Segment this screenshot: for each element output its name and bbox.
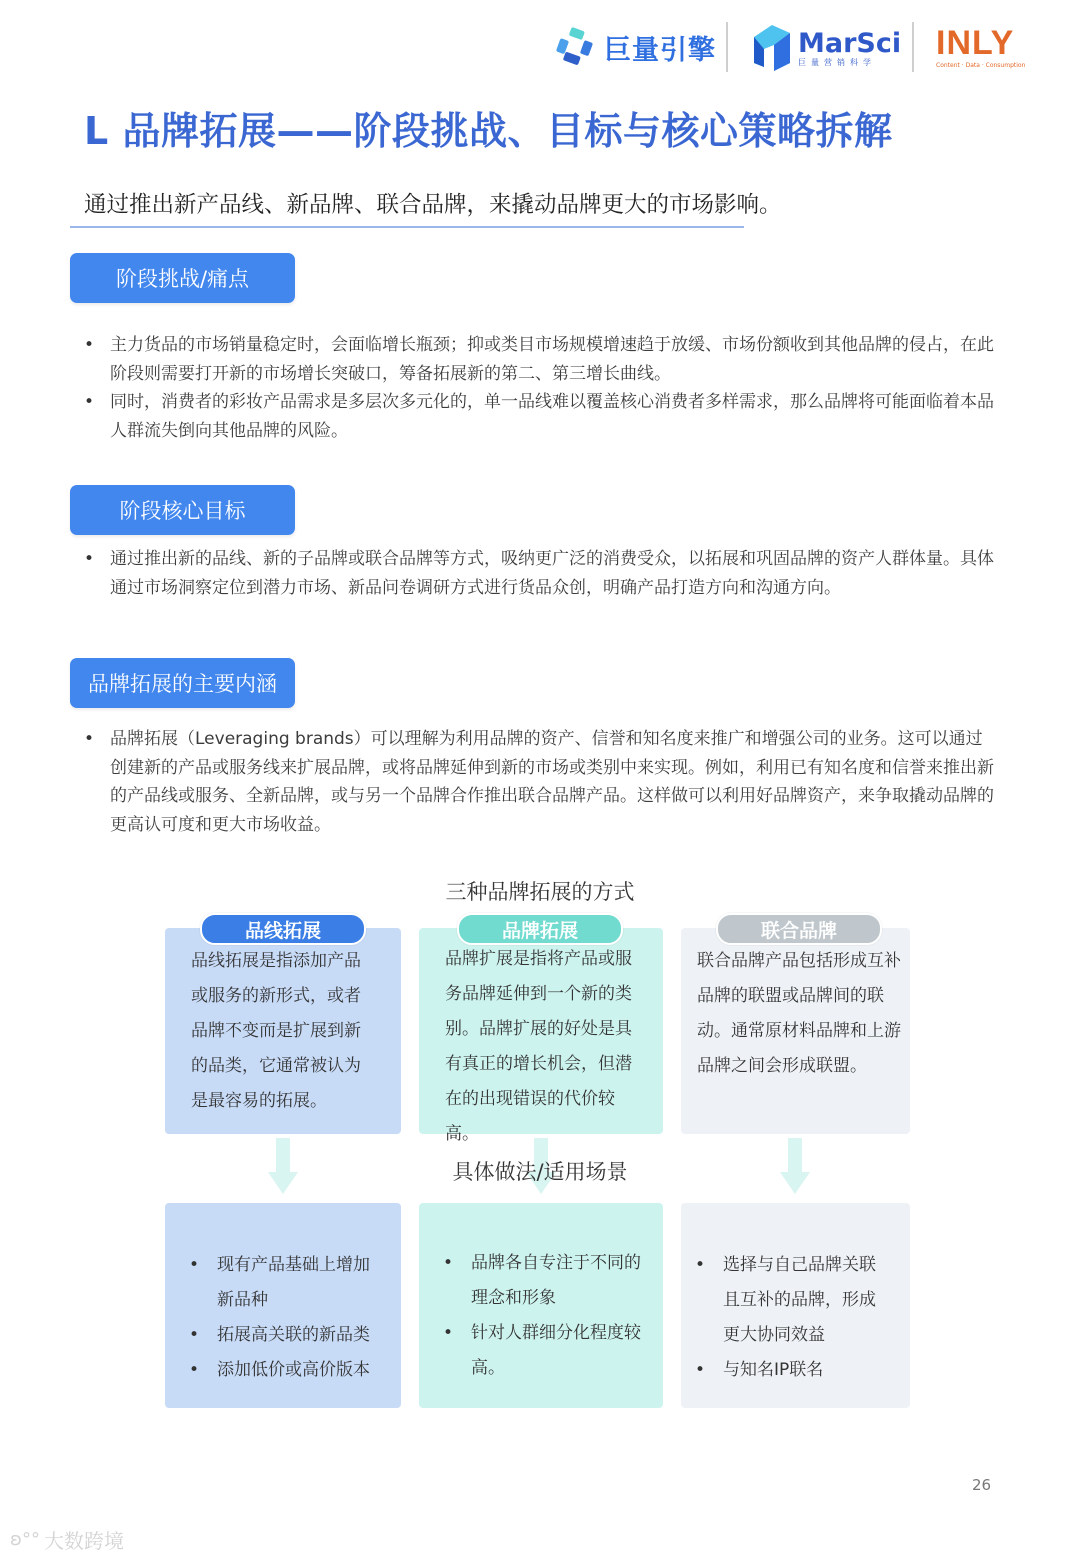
- marsci-wordmark: MarSci: [798, 27, 902, 59]
- list-item: • 拓展高关联的新品类: [189, 1318, 385, 1353]
- marsci-subtitle: 巨量营销科学: [798, 57, 876, 67]
- practices-co-branding: [681, 1203, 910, 1408]
- practices-brand-extension: [419, 1203, 663, 1408]
- tag-co-branding: 联合品牌: [716, 913, 882, 945]
- list-item: • 同时，消费者的彩妆产品需求是多层次多元化的，单一品线难以覆盖核心消费者多样需求，那么品牌将可能面临着本品人群流失倒向其他品牌的风险。: [84, 388, 998, 445]
- card-description: 品牌扩展是指将产品或服务品牌延伸到一个新的类别。品牌扩展的好处是具有真正的增长机会，但潜在的出现错误的代价较高。: [445, 949, 632, 1144]
- watermark: [10, 1525, 124, 1554]
- list-item: • 现有产品基础上增加新品种: [189, 1248, 385, 1318]
- marsci-logo: [752, 22, 901, 74]
- section-label-challenges: 阶段挑战/痛点: [70, 253, 295, 303]
- list-item: • 品牌各自专注于不同的理念和形象: [443, 1246, 641, 1316]
- card-line-extension: [165, 928, 401, 1134]
- logo-divider: [912, 22, 914, 72]
- goals-list: [84, 545, 998, 602]
- inly-tagline: Content · Data · Consumption: [936, 62, 1026, 69]
- marsci-icon: [752, 23, 792, 73]
- list-item: • 主力货品的市场销量稳定时，会面临增长瓶颈；抑或类目市场规模增速趋于放缓、市场份额收到其他品牌的侵占，在此阶段则需要打开新的市场增长突破口，筹备拓展新的第二、第三增长曲线。: [84, 331, 998, 388]
- juliang-engine-logo: [556, 24, 716, 70]
- page-number: 26: [972, 1476, 992, 1494]
- card-brand-extension: [419, 928, 663, 1144]
- watermark-text: 大数跨境: [43, 1529, 124, 1553]
- tag-line-extension: 品线拓展: [200, 913, 366, 945]
- practices-list: [419, 1203, 663, 1386]
- subtitle-underline: [70, 226, 744, 228]
- list-item: • 品牌拓展（Leveraging brands）可以理解为利用品牌的资产、信誉和知名度来推广和增强公司的业务。这可以通过创建新的产品或服务线来扩展品牌，或将品牌延伸到新的市场或类别中来实现。例如，利用已有知名度和信誉来推出新的产品线或服务、全新品牌，或与另一个品牌合作推出联合品牌产品。这样做可以利用好品牌资产，来争取撬动品牌的更高认可度和更大市场收益。: [84, 725, 998, 839]
- list-item: • 通过推出新的品线、新的子品牌或联合品牌等方式，吸纳更广泛的消费受众，以拓展和巩固品牌的资产人群体量。具体通过市场洞察定位到潜力市场、新品问卷调研方式进行货品众创，明确产品打造方向和沟通方向。: [84, 545, 998, 602]
- watermark-logo-icon: ʚ°°: [10, 1529, 40, 1550]
- practices-title: 具体做法/适用场景: [452, 1160, 628, 1184]
- challenges-list: [84, 331, 998, 445]
- list-item: • 选择与自己品牌关联且互补的品牌，形成更大协同效益: [695, 1248, 892, 1353]
- practices-list: [165, 1203, 401, 1388]
- page-title: L 品牌拓展——阶段挑战、目标与核心策略拆解: [84, 109, 893, 153]
- card-description: 品线拓展是指添加产品或服务的新形式，或者品牌不变而是扩展到新的品类，它通常被认为是最容易的拓展。: [191, 951, 361, 1111]
- practices-line-extension: [165, 1203, 401, 1408]
- list-item: • 针对人群细分化程度较高。: [443, 1316, 641, 1386]
- card-co-branding: [681, 928, 910, 1134]
- section-label-goals: 阶段核心目标: [70, 485, 295, 535]
- logo-divider: [726, 22, 728, 72]
- section-label-meaning: 品牌拓展的主要内涵: [70, 658, 295, 708]
- tag-brand-extension: 品牌拓展: [457, 913, 623, 945]
- inly-wordmark: INLY: [936, 24, 1015, 62]
- juliang-engine-wordmark: 巨量引擎: [604, 34, 716, 66]
- list-item: • 添加低价或高价版本: [189, 1353, 385, 1388]
- list-item: • 与知名IP联名: [695, 1353, 892, 1388]
- meaning-list: [84, 725, 998, 839]
- page-subtitle: 通过推出新产品线、新品牌、联合品牌，来撬动品牌更大的市场影响。: [84, 192, 782, 218]
- card-description: 联合品牌产品包括形成互补品牌的联盟或品牌间的联动。通常原材料品牌和上游品牌之间会形成联盟。: [697, 951, 901, 1076]
- inly-logo: [936, 26, 1025, 69]
- practices-list: [681, 1203, 910, 1388]
- juliang-engine-icon: [556, 27, 596, 67]
- diagram-title: 三种品牌拓展的方式: [445, 880, 635, 904]
